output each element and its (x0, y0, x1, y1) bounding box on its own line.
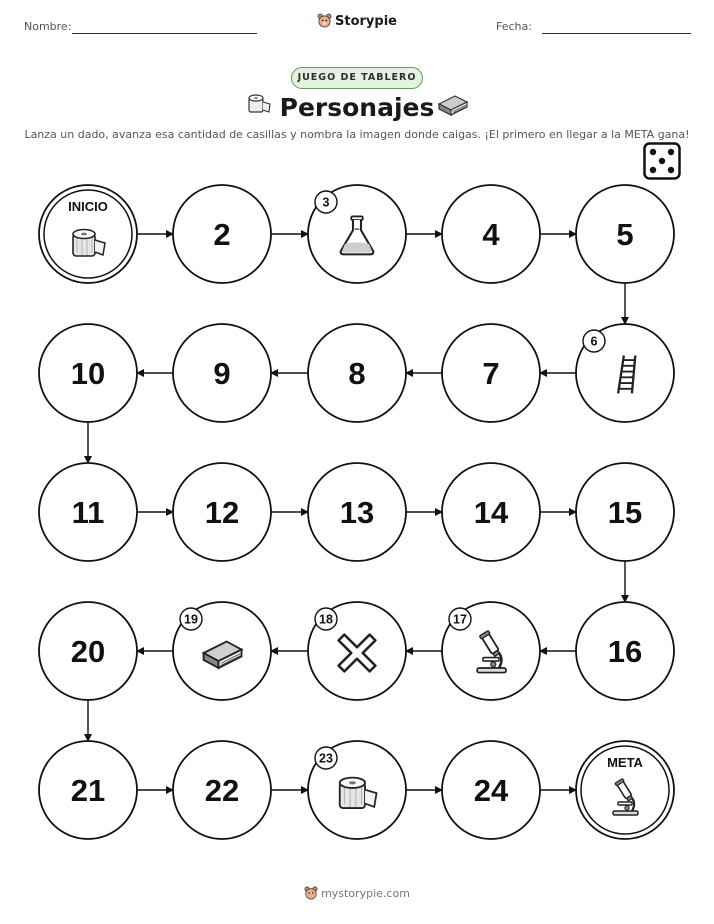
space-number: 9 (213, 356, 231, 391)
board-space[interactable] (173, 324, 271, 422)
space-number: 18 (319, 612, 333, 627)
board-space[interactable] (442, 185, 540, 283)
space-number: 23 (319, 751, 333, 766)
board-space[interactable] (442, 741, 540, 839)
board-space[interactable] (442, 324, 540, 422)
space-number: 8 (348, 356, 366, 391)
footer (0, 886, 714, 900)
space-number: 24 (473, 773, 509, 808)
board-space[interactable] (308, 463, 406, 561)
board-space[interactable] (39, 324, 137, 422)
space-number: 10 (70, 356, 106, 391)
board-space[interactable] (39, 463, 137, 561)
board-space[interactable] (173, 463, 271, 561)
page-title: Personajes (279, 93, 435, 122)
board-space[interactable] (576, 463, 674, 561)
space-number: 13 (339, 495, 375, 530)
footer-url: mystorypie.com (321, 887, 410, 900)
space-number: 4 (482, 217, 500, 252)
space-number: 22 (204, 773, 240, 808)
board-space[interactable] (576, 602, 674, 700)
space-label: META (607, 755, 643, 770)
board-space[interactable] (308, 324, 406, 422)
date-label: Fecha: (496, 20, 532, 33)
space-label: INICIO (68, 199, 108, 214)
board-space[interactable] (308, 602, 406, 700)
name-label: Nombre: (24, 20, 72, 33)
space-number: 20 (70, 634, 106, 669)
space-number: 17 (453, 612, 467, 627)
board-space[interactable] (173, 185, 271, 283)
board-space[interactable] (308, 741, 406, 839)
space-number: 7 (482, 356, 500, 391)
bear-logo-icon (304, 886, 318, 900)
board-space[interactable] (173, 741, 271, 839)
board-spaces (39, 185, 674, 839)
board-space[interactable] (576, 324, 674, 422)
space-number: 11 (71, 495, 105, 530)
space-number: 6 (590, 334, 598, 349)
board-space[interactable] (39, 602, 137, 700)
space-number: 3 (322, 195, 330, 210)
board-space[interactable] (308, 185, 406, 283)
board-space[interactable] (576, 741, 674, 839)
board-space[interactable] (39, 741, 137, 839)
instructions-text: Lanza un dado, avanza esa cantidad de casillas y nombra la imagen donde caigas. ¡El primero en llegar a la META gana! (24, 128, 690, 141)
board-space[interactable] (576, 185, 674, 283)
board-space[interactable] (39, 185, 137, 283)
board-space[interactable] (442, 463, 540, 561)
game-type-badge: JUEGO DE TABLERO (291, 67, 423, 89)
space-number: 14 (473, 495, 509, 530)
brand-name: Storypie (335, 14, 397, 29)
space-number: 5 (616, 217, 634, 252)
space-number: 21 (70, 773, 106, 808)
space-number: 19 (184, 612, 198, 627)
space-number: 12 (204, 495, 240, 530)
space-number: 16 (607, 634, 643, 669)
space-number: 15 (607, 495, 643, 530)
board-space[interactable] (173, 602, 271, 700)
board-space[interactable] (442, 602, 540, 700)
space-number: 2 (213, 217, 231, 252)
